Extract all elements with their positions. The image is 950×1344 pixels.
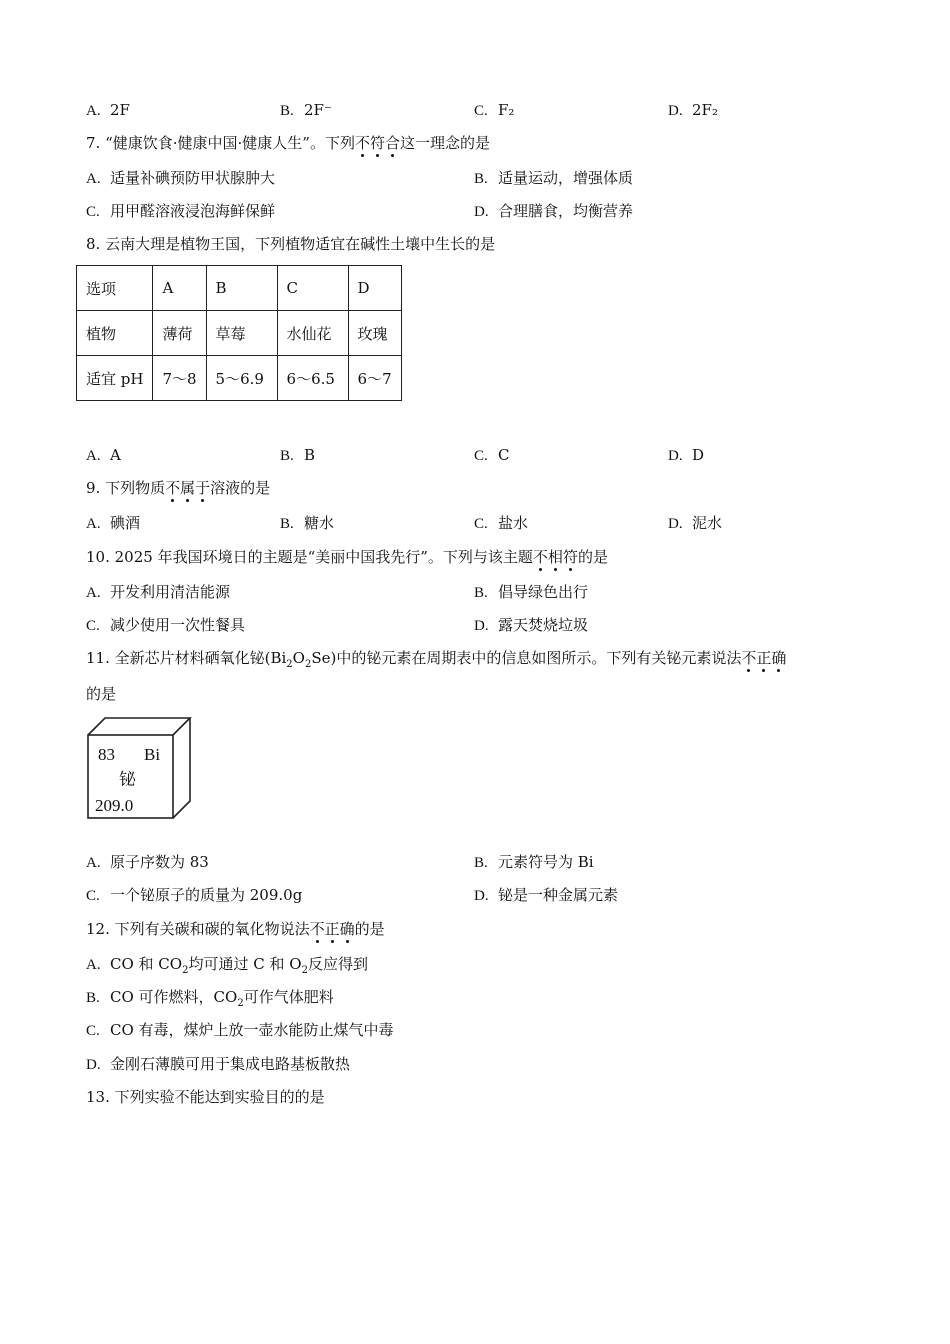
q11-emph-3: 确 (771, 649, 787, 667)
element-mass: 209.0 (95, 796, 134, 815)
q10-emph-3: 符 (562, 548, 578, 566)
q12-option-d: D. 金刚石薄膜可用于集成电路基板散热 (86, 1055, 351, 1073)
q9-option-c: C. 盐水 (474, 514, 529, 532)
q6-option-a-text: 2F (110, 101, 130, 119)
q12-emph-1: 不 (309, 920, 325, 938)
q8-option-b: B. B (280, 446, 316, 464)
q7-option-d: D. 合理膳食，均衡营养 (474, 202, 634, 220)
q10-emph-1: 不 (532, 548, 548, 566)
element-number: 83 (98, 745, 115, 764)
q7-emph-2: 符 (369, 134, 385, 152)
q12-option-c: C. CO 有毒，煤炉上放一壶水能防止煤气中毒 (86, 1021, 394, 1039)
q6-option-c: C. F₂ (474, 101, 515, 119)
q12-option-a: A. CO 和 $CO_2$均可通过 C 和 $O_2$反应得到 (86, 955, 368, 976)
q8-option-a: A. A (86, 446, 121, 464)
q12-stem: 12. 下列有关碳和碳的氧化物说法不正确的是 (86, 920, 385, 938)
q7-option-b: B. 适量运动，增强体质 (474, 169, 634, 187)
q11-stem-line2: 的是 (86, 685, 117, 703)
q7-option-a: A. 适量补碘预防甲状腺肿大 (86, 169, 276, 187)
q6-option-d: D. 2F₂ (668, 101, 718, 119)
q10-option-a: A. 开发利用清洁能源 (86, 583, 231, 601)
q10-option-b: B. 倡导绿色出行 (474, 583, 589, 601)
element-name: 铋 (119, 770, 136, 790)
q10-option-c: C. 减少使用一次性餐具 (86, 616, 246, 634)
q11-option-d: D. 铋是一种金属元素 (474, 886, 619, 904)
q6-option-c-text: F₂ (498, 101, 515, 119)
q9-option-d: D. 泥水 (668, 514, 723, 532)
q12-emph-3: 确 (339, 920, 355, 938)
q11-option-c: C. 一个铋原子的质量为 209.0g (86, 886, 303, 904)
q7-stem: 7. “健康饮食·健康中国·健康人生”。下列不符合这一理念的是 (86, 134, 491, 152)
q6-option-a: A. 2F (86, 101, 130, 119)
q7-option-c: C. 用甲醛溶液浸泡海鲜保鲜 (86, 202, 276, 220)
q13-stem: 13. 下列实验不能达到实验目的的是 (86, 1088, 325, 1106)
q11-option-a: A. 原子序数为 83 (86, 853, 209, 871)
q6-option-b-text: 2F⁻ (304, 101, 332, 119)
q10-emph-2: 相 (547, 548, 563, 566)
q9-emph-3: 于 (195, 479, 211, 497)
q9-option-b: B. 糖水 (280, 514, 335, 532)
q12-option-b: B. CO 可作燃料，$CO_2$可作气体肥料 (86, 988, 334, 1009)
q6-option-b: B. 2F⁻ (280, 101, 332, 119)
q7-emph-3: 合 (385, 134, 401, 152)
element-symbol: Bi (144, 745, 161, 764)
q9-stem: 9. 下列物质不属于溶液的是 (86, 479, 271, 497)
q8-stem: 8. 云南大理是植物王国，下列植物适宜在碱性土壤中生长的是 (86, 235, 496, 253)
bismuth-element-card (86, 716, 194, 820)
table-row: 选项 A B C D (77, 266, 402, 311)
q11-option-b: B. 元素符号为 Bi (474, 853, 594, 871)
q7-emph-1: 不 (354, 134, 370, 152)
q9-option-a: A. 碘酒 (86, 514, 141, 532)
q10-option-d: D. 露天焚烧垃圾 (474, 616, 589, 634)
q8-option-c: C. C (474, 446, 510, 464)
q8-ph-table (76, 265, 402, 401)
q8-option-d: D. D (668, 446, 705, 464)
q10-stem: 10. 2025 年我国环境日的主题是“美丽中国我先行”。下列与该主题不相符的是 (86, 548, 608, 566)
q12-emph-2: 正 (324, 920, 340, 938)
q9-emph-2: 属 (180, 479, 196, 497)
q11-emph-2: 正 (756, 649, 772, 667)
q11-stem: 11. 全新芯片材料硒氧化铋$(Bi_2O_2Se)$中的铋元素在周期表中的信息如图所示。下列有关铋元素说法不正确 (86, 649, 787, 670)
q9-emph-1: 不 (165, 479, 181, 497)
table-row: 适宜 pH 7～8 5～6.9 6～6.5 6～7 (77, 356, 402, 401)
table-row: 植物 薄荷 草莓 水仙花 玫瑰 (77, 311, 402, 356)
q11-emph-1: 不 (741, 649, 757, 667)
q6-option-d-text: 2F₂ (692, 101, 718, 119)
